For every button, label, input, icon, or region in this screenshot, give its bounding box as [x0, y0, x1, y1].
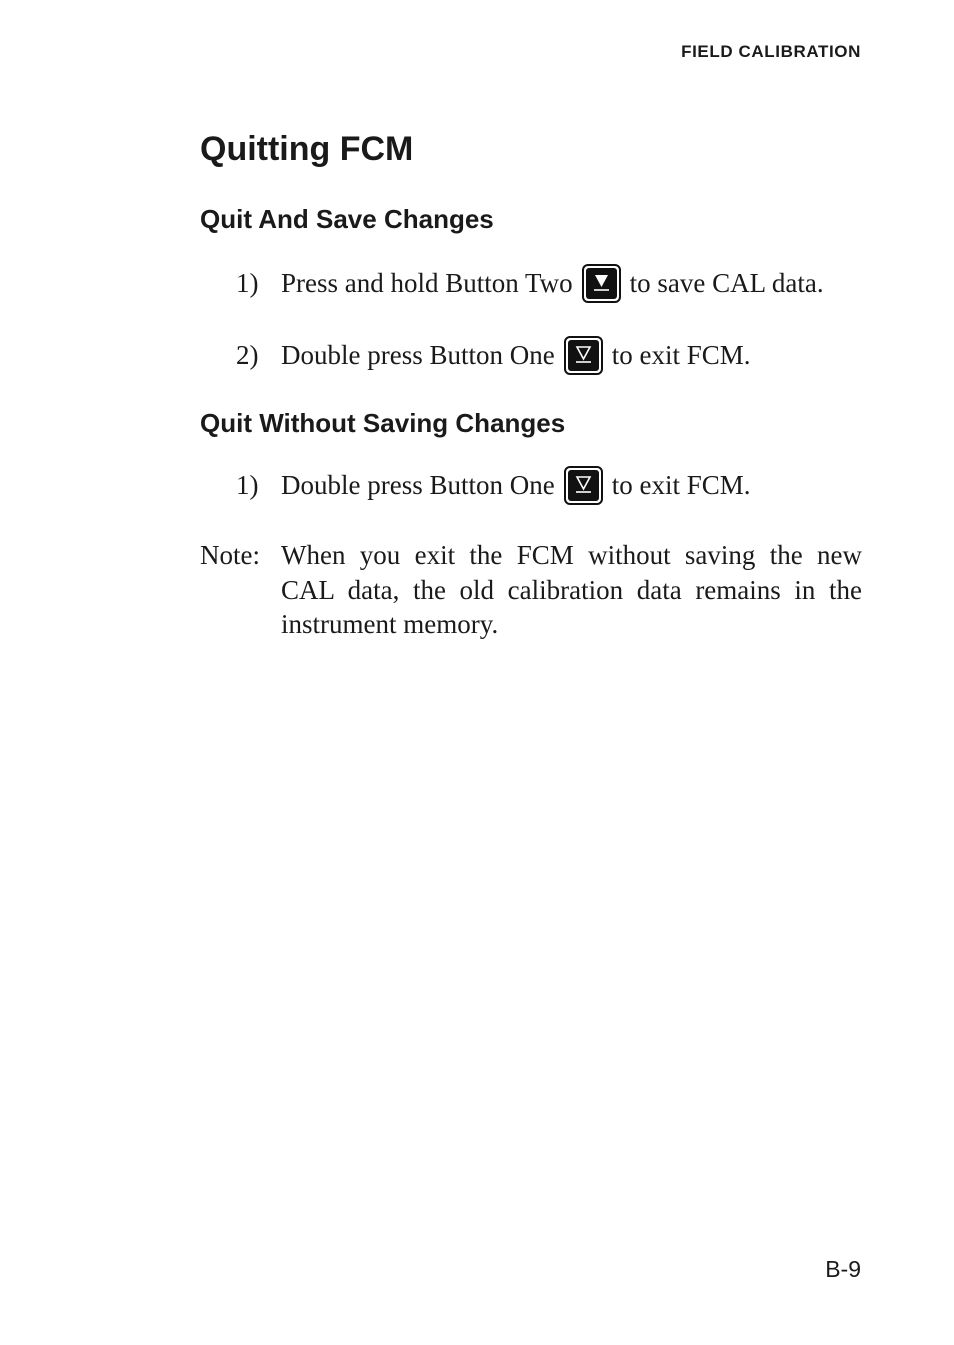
note: [200, 538, 862, 642]
step-exit-fcm: [236, 335, 751, 375]
step-text-after: to exit FCM.: [611, 469, 751, 500]
step-text-before: Double press Button One: [281, 339, 555, 370]
page-title: Quitting FCM: [200, 130, 414, 168]
note-label: Note:: [200, 540, 260, 570]
button-one-icon: [564, 336, 603, 375]
running-head: FIELD CALIBRATION: [681, 42, 861, 61]
page-number: B-9: [825, 1256, 861, 1282]
step-text-before: Double press Button One: [281, 469, 555, 500]
button-one-icon: [564, 466, 603, 505]
section-heading-quit-and-save: Quit And Save Changes: [200, 204, 494, 234]
step-number: 1): [236, 469, 259, 500]
step-text-after: to save CAL data.: [629, 267, 824, 298]
step-save-cal-data: [236, 263, 824, 303]
note-text: When you exit the FCM without saving the new CAL data, the old calibration data remains in the instrument memory.: [281, 540, 862, 639]
step-number: 1): [236, 267, 259, 298]
step-text-before: Press and hold Button Two: [281, 267, 573, 298]
button-two-icon: [582, 264, 621, 303]
section-heading-quit-without-saving: Quit Without Saving Changes: [200, 408, 566, 438]
down-triangle-outline-icon: [568, 340, 599, 371]
step-number: 2): [236, 339, 259, 370]
step-exit-fcm-without-saving: [236, 465, 751, 505]
down-triangle-filled-icon: [586, 268, 617, 299]
down-triangle-outline-icon: [568, 470, 599, 501]
step-text-after: to exit FCM.: [611, 339, 751, 370]
